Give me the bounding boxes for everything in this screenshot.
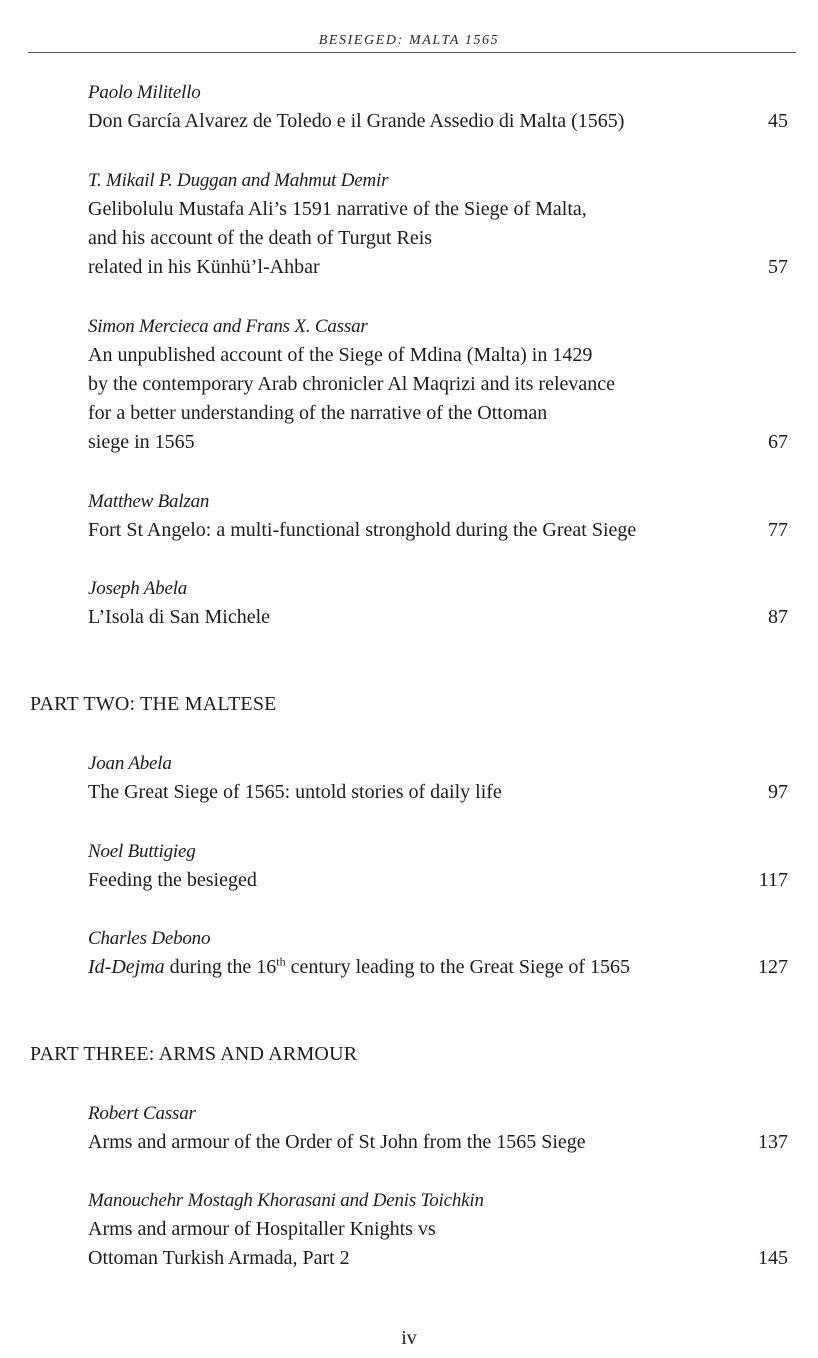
toc-entry[interactable] xyxy=(88,837,788,895)
entry-page-number: 45 xyxy=(768,110,788,132)
entry-title: by the contemporary Arab chronicler Al Maqrizi and its relevance xyxy=(88,373,616,395)
entry-title: Gelibolulu Mustafa Ali’s 1591 narrative of the Siege of Malta, xyxy=(88,198,587,220)
entry-author: Robert Cassar xyxy=(88,1103,196,1124)
entry-title: for a better understanding of the narrative of the Ottoman xyxy=(88,402,548,424)
toc-entry[interactable] xyxy=(88,312,788,457)
entry-author: Paolo Militello xyxy=(88,82,201,103)
entry-author: Noel Buttigieg xyxy=(88,841,196,862)
entry-author: Manouchehr Mostagh Khorasani and Denis Toichkin xyxy=(88,1190,484,1211)
entry-page-number: 77 xyxy=(768,519,788,541)
toc-entry[interactable] xyxy=(88,166,788,282)
entry-title: L’Isola di San Michele xyxy=(88,606,271,628)
entry-page-number: 67 xyxy=(768,431,788,453)
entry-title: and his account of the death of Turgut Reis xyxy=(88,227,433,249)
header-rule xyxy=(28,52,796,53)
entry-title xyxy=(88,953,728,982)
entry-title: siege in 1565 xyxy=(88,431,195,453)
toc-entry[interactable] xyxy=(88,1099,788,1157)
toc-entry[interactable] xyxy=(88,924,788,982)
entry-author: Charles Debono xyxy=(88,928,211,949)
page-folio: iv xyxy=(401,1327,417,1349)
entry-title: Arms and armour of Hospitaller Knights vs xyxy=(88,1218,436,1240)
toc-entry[interactable] xyxy=(88,487,788,545)
entry-title: Don García Alvarez de Toledo e il Grande Assedio di Malta (1565) xyxy=(88,110,625,132)
toc-entry[interactable] xyxy=(88,78,788,136)
toc-entry[interactable] xyxy=(88,574,788,632)
toc-entry[interactable] xyxy=(88,1186,788,1273)
entry-title: The Great Siege of 1565: untold stories of daily life xyxy=(88,781,502,803)
entry-author: T. Mikail P. Duggan and Mahmut Demir xyxy=(88,170,389,191)
entry-title-superscript: th xyxy=(276,954,286,969)
entry-title-text: century leading to the Great Siege of 1565 xyxy=(285,956,630,978)
entry-title: Feeding the besieged xyxy=(88,869,257,891)
entry-title: related in his Künhü’l-Ahbar xyxy=(88,256,320,278)
entry-author: Matthew Balzan xyxy=(88,491,210,512)
entry-title-italic: Id-Dejma xyxy=(88,956,165,978)
toc-entry[interactable] xyxy=(88,749,788,807)
entry-author: Joseph Abela xyxy=(88,578,188,599)
entry-author: Joan Abela xyxy=(88,753,172,774)
running-head: BESIEGED: MALTA 1565 xyxy=(318,33,500,48)
entry-page-number: 117 xyxy=(758,869,788,891)
entry-page-number: 97 xyxy=(768,781,788,803)
part-two-heading: PART TWO: THE MALTESE xyxy=(30,693,277,715)
entry-page-number: 145 xyxy=(758,1247,788,1269)
entry-page-number: 87 xyxy=(768,606,788,628)
entry-title: Ottoman Turkish Armada, Part 2 xyxy=(88,1247,350,1269)
entry-title: An unpublished account of the Siege of Mdina (Malta) in 1429 xyxy=(88,344,593,366)
entry-title: Arms and armour of the Order of St John from the 1565 Siege xyxy=(88,1131,586,1153)
entry-title-text: during the 16 xyxy=(164,956,277,978)
entry-page-number: 57 xyxy=(768,256,788,278)
entry-page-number: 137 xyxy=(758,1131,788,1153)
part-three-heading: PART THREE: ARMS AND ARMOUR xyxy=(30,1043,358,1065)
entry-author: Simon Mercieca and Frans X. Cassar xyxy=(88,316,368,337)
entry-page-number: 127 xyxy=(758,956,788,978)
entry-title: Fort St Angelo: a multi-functional stronghold during the Great Siege xyxy=(88,519,637,541)
